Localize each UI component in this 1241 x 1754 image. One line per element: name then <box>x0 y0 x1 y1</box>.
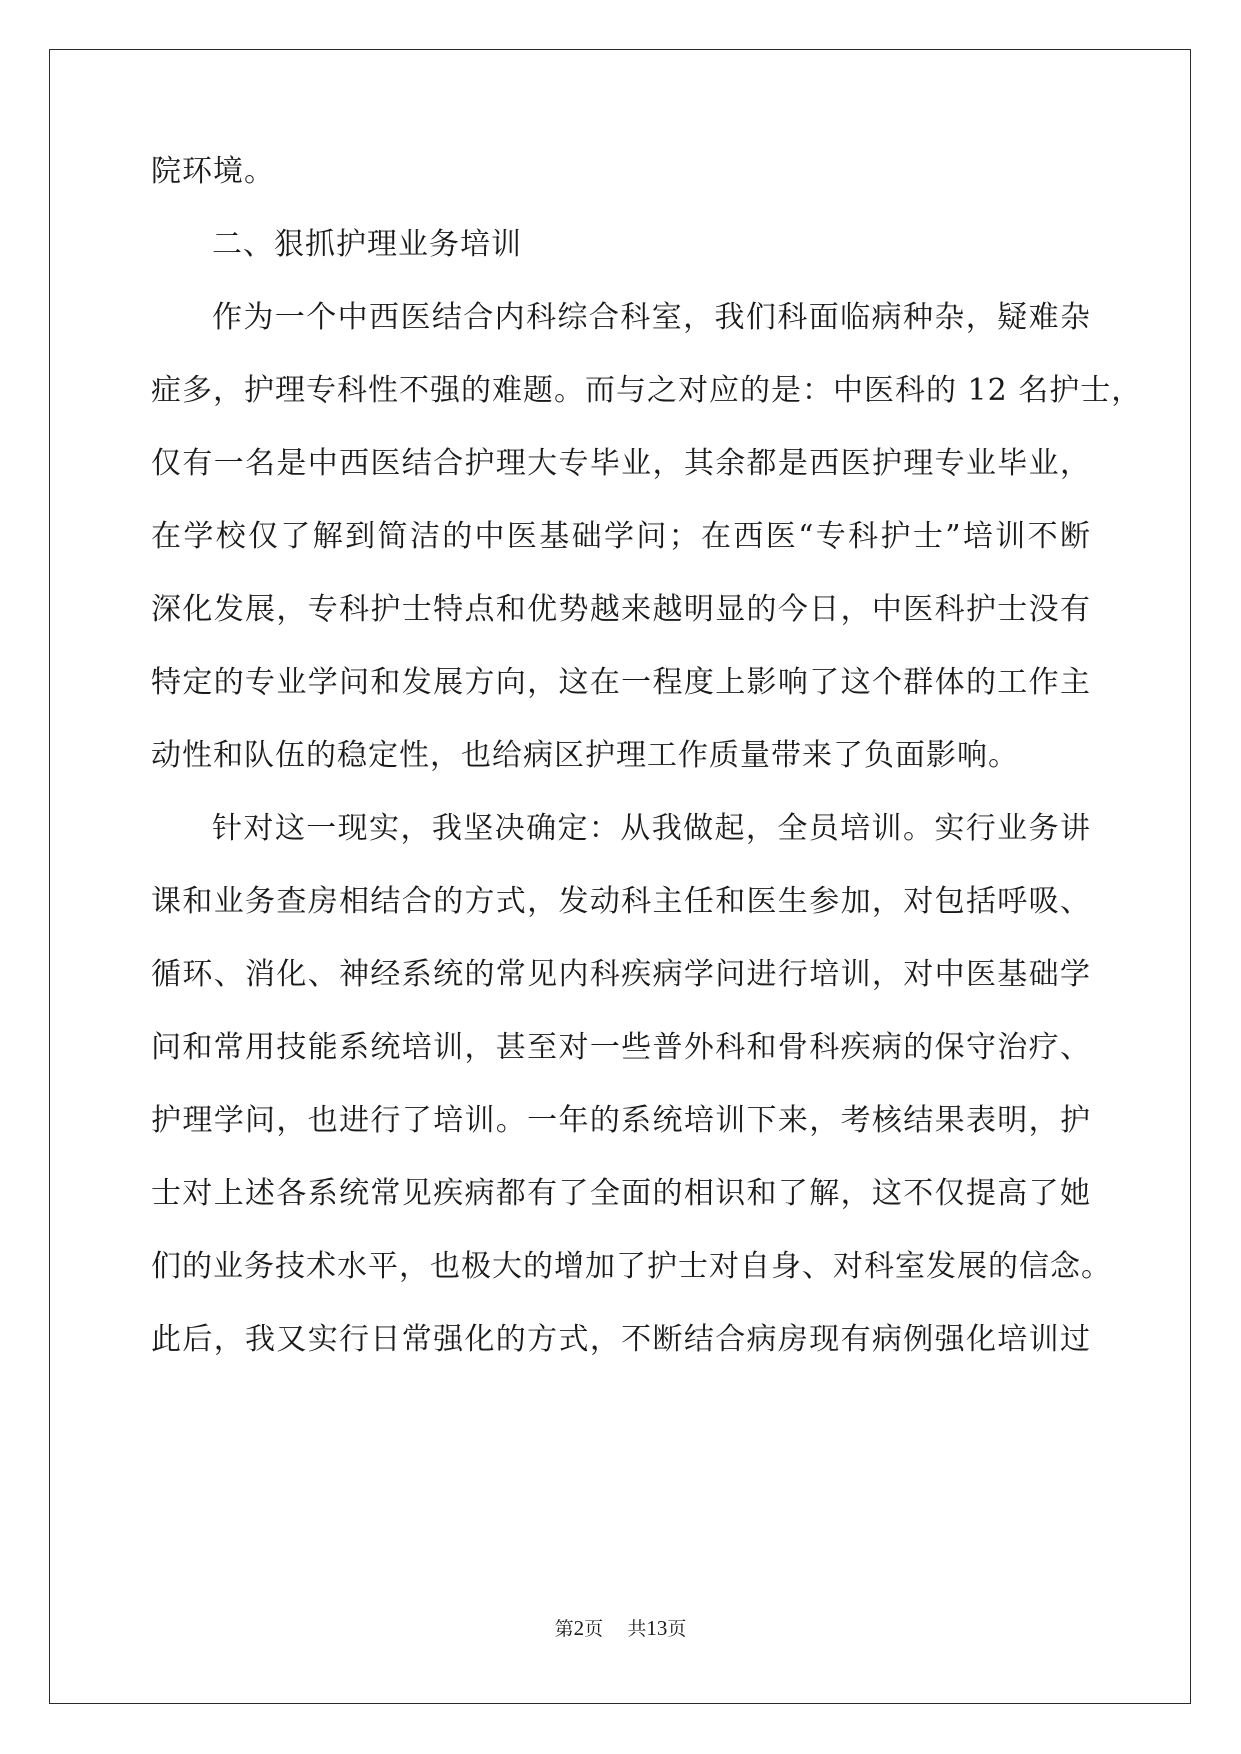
page-prefix: 第 <box>554 1618 574 1640</box>
page-footer <box>0 1616 1241 1641</box>
text-line-10: 针对这一现实，我坚决确定：从我做起，全员培训。实行业务讲 <box>212 811 1091 846</box>
text-line-11: 课和业务查房相结合的方式，发动科主任和医生参加，对包括呼吸、 <box>151 884 1091 919</box>
text-line-6: 在学校仅了解到简洁的中医基础学问；在西医“专科护士”培训不断 <box>151 519 1091 554</box>
text-line-15: 士对上述各系统常见疾病都有了全面的相识和了解，这不仅提高了她 <box>151 1176 1091 1211</box>
total-suffix: 页 <box>667 1618 687 1640</box>
text-line-3: 作为一个中西医结合内科综合科室，我们科面临病种杂，疑难杂 <box>212 300 1091 335</box>
page-suffix: 页 <box>584 1618 604 1640</box>
text-line-1: 院环境。 <box>151 154 275 189</box>
text-line-12: 循环、消化、神经系统的常见内科疾病学问进行培训，对中医基础学 <box>151 957 1091 992</box>
text-line-8: 特定的专业学问和发展方向，这在一程度上影响了这个群体的工作主 <box>151 665 1091 700</box>
text-line-14: 护理学问，也进行了培训。一年的系统培训下来，考核结果表明，护 <box>151 1103 1091 1138</box>
text-line-16: 们的业务技术水平，也极大的增加了护士对自身、对科室发展的信念。 <box>151 1249 1112 1284</box>
text-line-9: 动性和队伍的稳定性，也给病区护理工作质量带来了负面影响。 <box>151 738 1019 773</box>
text-line-17: 此后，我又实行日常强化的方式，不断结合病房现有病例强化培训过 <box>151 1322 1091 1357</box>
text-line-13: 问和常用技能系统培训，甚至对一些普外科和骨科疾病的保守治疗、 <box>151 1030 1091 1065</box>
text-line-7: 深化发展，专科护士特点和优势越来越明显的今日，中医科护士没有 <box>151 592 1091 627</box>
current-page-number: 2 <box>573 1616 585 1640</box>
text-line-4: 症多，护理专科性不强的难题。而与之对应的是：中医科的 12 名护士， <box>151 373 1143 408</box>
text-line-5: 仅有一名是中西医结合护理大专毕业，其余都是西医护理专业毕业， <box>151 446 1091 481</box>
total-pages-number: 13 <box>646 1616 668 1640</box>
total-prefix: 共 <box>627 1618 647 1640</box>
section-heading: 二、狠抓护理业务培训 <box>212 227 522 262</box>
